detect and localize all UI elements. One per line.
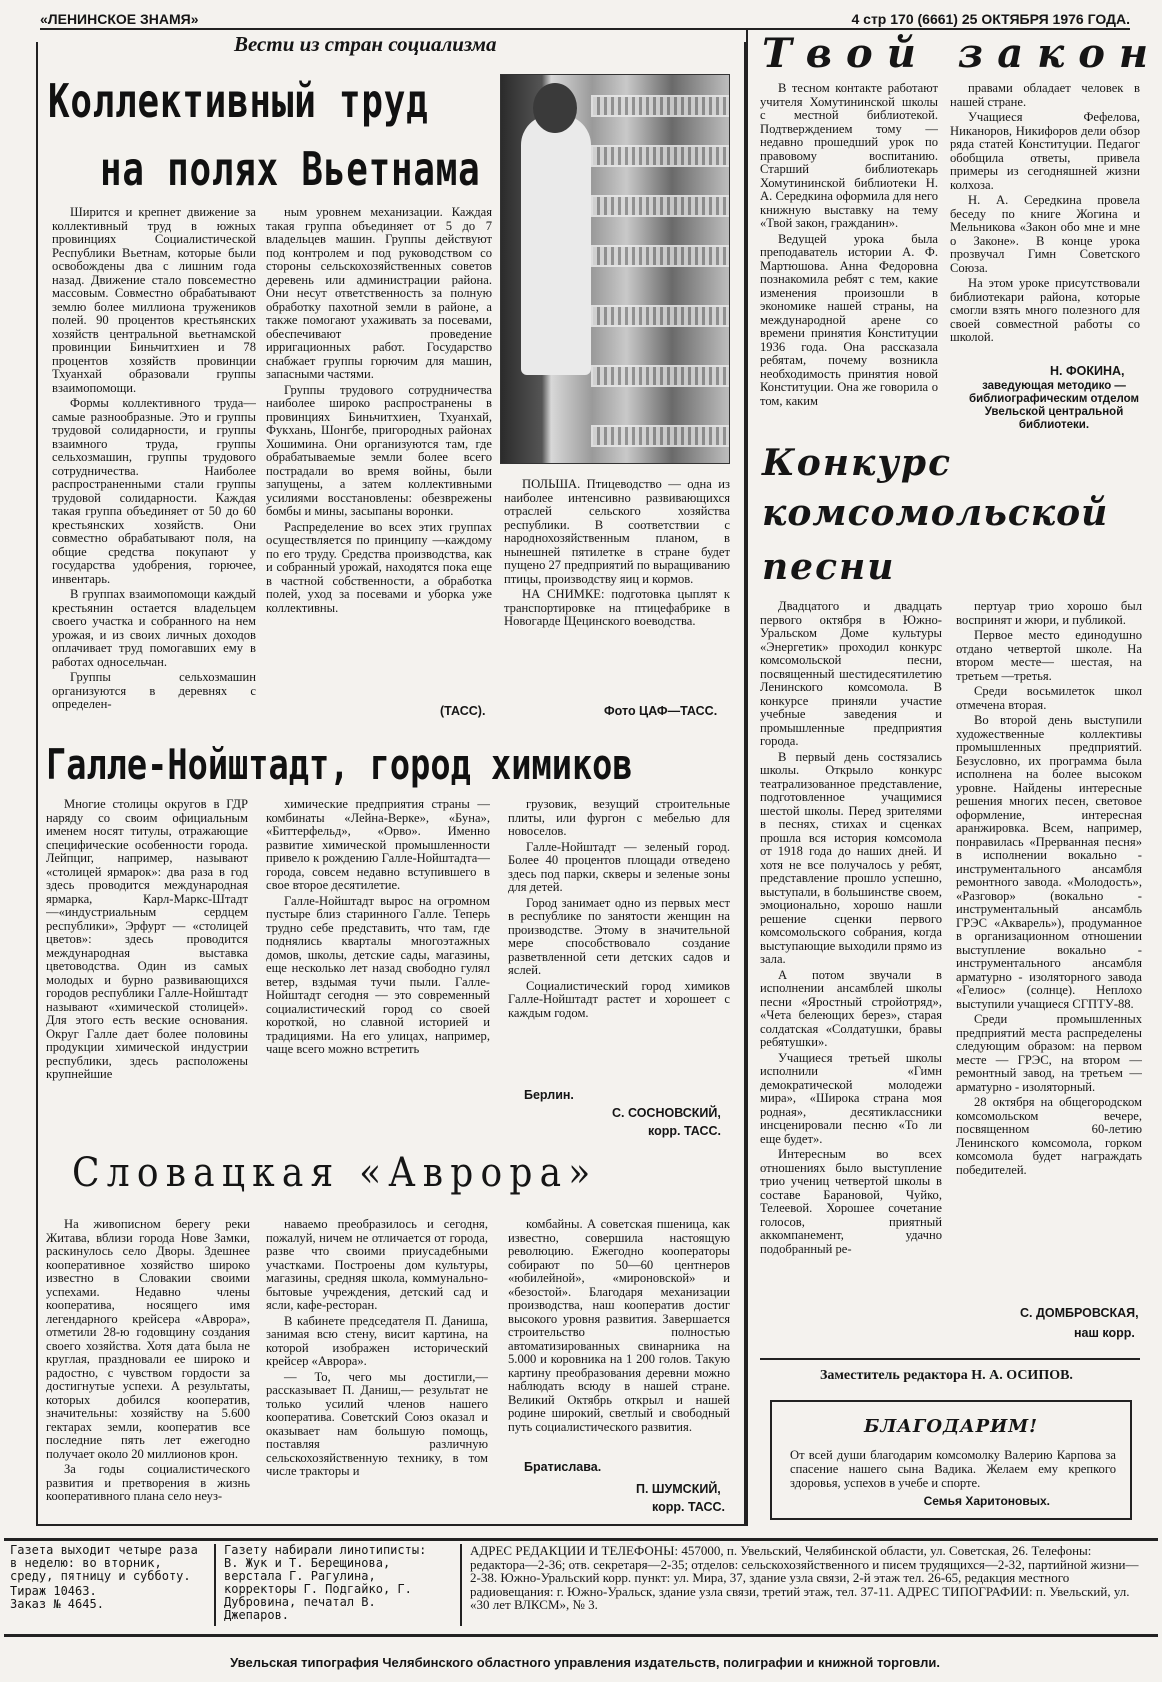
paragraph: В первый день состязались школы. Открыло конкурс театрализованное представление, подготовленное учащимися шестой школы. Перед зрителями в песнях, стихах и сценках прошла вся история комсомола от 1918 года до наших дней. И хотя не все получалось у ребят, представление прошло успешно, выступали, в большинстве своем, эмоционально, хорошо нашли решение сценки первого комсомольского собрания, когда выступающие выходили прямо из зала. <box>760 749 942 966</box>
article5-col1 <box>760 600 942 1340</box>
footer-divider <box>214 1544 216 1626</box>
paragraph: Галле-Нойштадт — зеленый город. Более 40 процентов площади отведено здесь под парки, скверы и зеленые зоны для детей. <box>508 839 730 894</box>
article3-author: П. ШУМСКИЙ, <box>636 1482 721 1496</box>
article5-col2 <box>956 600 1142 1300</box>
article1-source: (ТАСС). <box>440 704 486 718</box>
paragraph: Ведущей урока была преподаватель истории А. Ф. Мартюшова. Анна Федоровна познакомила ребят с тем, какие изменения произошли в экономике нашей страны, на международной арене со времени принятия Конституции 1936 года. Она рассказала ребятам, почему возникла необходимость принятия новой Конституции. Она же говорила о том, каким <box>760 231 938 408</box>
paragraph: Галле-Нойштадт вырос на огромном пустыре близ старинного Галле. Теперь трудно себе представить, что там, где поднялись кварталы многоэтажных домов, школы, детские сады, магазины, еще несколько лет назад свободно гулял ветер, вздымая тучи пыли. Галле-Нойштадт сегодня — это современный социалистический город со своей короткой, но славной историей и традициями. На его улицах, например, чаще всего можно встретить <box>266 893 490 1056</box>
schedule-text: Газета выходит четыре раза в неделю: во вторник, среду, пятницу и субботу. <box>10 1543 198 1583</box>
article2-col3 <box>508 798 730 1080</box>
footer-address <box>470 1544 1140 1620</box>
paragraph: грузовик, везущий строительные плиты, или фургон с мебелью для новоселов. <box>508 798 730 838</box>
photo-caption <box>504 478 730 700</box>
article3-col3 <box>508 1218 730 1456</box>
article5-title-line2: комсомольской <box>762 492 1109 534</box>
paragraph: Группы сельхозмашин организуются в деревнях с определен- <box>52 670 256 711</box>
paragraph: Н. А. Середкина провела беседу по книге Жогина и Мельникова «Закон обо мне и мне о Законе». В конце урока прозвучал Гимн Советского Союза. <box>950 193 1140 275</box>
paragraph: Многие столицы округов в ГДР наряду со своим официальным именем носят титулы, отражающие специфические особенности города. Лейпциг, например, называют «столицей ярмарок»: два раза в год здесь проводится международная ярмарка, Карл-Маркс-Штадт —«индустриальным сердцем республики», Эрфурт — «столицей цветов»: здесь проводится международная выставка цветоводства. Один из самых молодых и бурно развивающихся городов республики Галле-Нойштадт называют «химической столицей». Для этого есть веские основания. Округ Галле дает более половины продукции химической индустрии республики, здесь расположены крупнейшие <box>46 798 248 1081</box>
thanks-sign: Семья Харитоновых. <box>923 1494 1050 1508</box>
paragraph: Формы коллективного труда— самые разнообразные. Это и группы трудовой солидарности, и группы взаимного труда, группы сельхозмашин, группы трудового сотрудничества. Наиболее распространенными стали группы трудовой солидарности. Каждая такая группа объединяет от 50 до 60 крестьянских хозяйств. Они совместно обрабатывают поля, на общие средства покупают у государства удобрения, горючее, инвентарь. <box>52 396 256 586</box>
staff-text: Газету набирали линотиписты: В. Жук и Т. Берещинова, верстала Г. Рагулина, корректоры Г. Подгайко, Г. Дубровина, печатал В. Джепаров. <box>224 1543 427 1622</box>
paragraph: Распределение во всех этих группах осуществляется по принципу —каждому по его труду. Средства производства, как и собранный урожай, находятся пока еще в частной собственности, а обработка полей, уход за посевами и уборка уже коллективны. <box>266 519 492 615</box>
paragraph: Учащиеся Фефелова, Никаноров, Никифоров дели обзор ряда статей Конституции. Педагог обобщила ответы, привела примеры из сегодняшней жизни колхоза. <box>950 110 1140 192</box>
paragraph: наваемо преобразилось и сегодня, пожалуй, ничем не отличается от города, разве что своими приусадебными участками. Построены дом культуры, магазины, средняя школа, коммунально-бытовые учреждения, детский сад и ясли, кафе-ресторан. <box>266 1218 488 1312</box>
article1-title-line1: Коллективный труд <box>48 74 429 128</box>
paragraph: химические предприятия страны —комбинаты «Лейна-Верке», «Буна», «Биттерфельд», «Орво». Именно развитие химической промышленности привело к рождению Галле-Нойштадта— города, совсем недавно вступившего в свое второе десятилетие. <box>266 798 490 892</box>
paragraph: ным уровнем механизации. Каждая такая группа объединяет от 5 до 7 владельцев машин. Группы действуют под контролем и под руководством со стороны сельскохозяйственных советов деревень или администрации района. Они несут ответственность за полную обработку пахотной земли в районе, а также помогают ухаживать за посевами, обеспечивают проведение ирригационных работ. Государство снабжает группы горючим для машин, запасными частями. <box>266 206 492 381</box>
thanks-title: БЛАГОДАРИМ! <box>863 1416 1039 1437</box>
article3-col1 <box>46 1218 250 1518</box>
article4-col2 <box>950 82 1140 364</box>
paragraph: 28 октября на общегородском комсомольском вечере, посвященном 60-летию Ленинского комсомола, горком комсомола будет награждать победителей. <box>956 1095 1142 1177</box>
article4-col1 <box>760 82 938 432</box>
article2-title: Галле-Нойштадт, город химиков <box>46 740 633 789</box>
article2-author-role: корр. ТАСС. <box>648 1124 722 1138</box>
article3-author-role: корр. ТАСС. <box>652 1500 726 1514</box>
address-text: АДРЕС РЕДАКЦИИ И ТЕЛЕФОНЫ: 457000, п. Увельский, Челябинской области, ул. Советская, 26. Телефоны: редактора—2-36; отв. секретаря—2-35; отделов: сельскохозяйственного и писем трудящихся—2-32, партийной жизни—2-38. Южно-Уральский корр. пункт: ул. Мира, 37, здание узла связи, 2-й этаж тел. 26-65, редакция местного радиовещания: г. Южно-Уральск, здание узла связи, третий этаж, тел. 37-11. АДРЕС ТИПОГРАФИИ: п. Увельский, ул. «30 лет ВЛКСМ», № 3. <box>470 1543 1139 1612</box>
article2-col1 <box>46 798 248 1144</box>
article5-title-line1: Конкурс <box>762 442 952 484</box>
rule <box>760 1358 1140 1360</box>
paragraph: Двадцатого и двадцать первого октября в Южно-Уральском Доме культуры «Энергетик» проходил конкурс комсомольской песни, посвященный шестидесятилетию Ленинского комсомола. В конкурсе приняли участие учебные заведения и промышленные предприятия города. <box>760 600 942 748</box>
thanks-notice <box>770 1400 1132 1520</box>
article1-col2 <box>266 206 492 702</box>
footer-divider <box>460 1544 462 1626</box>
article3-place: Братислава. <box>524 1460 602 1474</box>
paragraph: Во второй день выступили художественные коллективы промышленных предприятий. Безусловно, их программа была исполнена на более высоком уровне. Найдены интересные решения многих песен, световое оформление, интересная аранжировка. Всем, например, понравилась «Прерванная песня» в исполнении вокально - инструментального ансамбля ремонтного завода. «Молодость», «Разговор» (вокально - инструментальный ансамбль ГРЭС «Акварель»), продуманное в организационном отношении выступление вокально - инструментального ансамбля арматурно - изоляторного завода «Гелиос» (солнце). Неплохо выступили учащиеся СГПТУ-88. <box>956 713 1142 1011</box>
masthead <box>40 8 1130 30</box>
newspaper-name: «ЛЕНИНСКОЕ ЗНАМЯ» <box>40 11 199 27</box>
paragraph: комбайны. А советская пшеница, как известно, совершила настоящую революцию. Ежегодно кооператоры собирают по 50—60 центнеров «юбилейной», «мироновской» и «безостой». Благодаря механизации производства, наш кооператив достиг высокого уровня развития. Завершается строительство полностью автоматизированных свинарника на 5.000 и коровника на 1 200 голов. Такую картину преобразования деревни можно наблюдать всюду в нашей стране. Великий Октябрь открыл и нашей родине широкий, светлый и свободный путь социалистического развития. <box>508 1218 730 1434</box>
article5-author: С. ДОМБРОВСКАЯ, <box>1020 1306 1139 1320</box>
paragraph: — То, чего мы достигли,—рассказывает П. Даниш,— результат не только усилий членов нашего кооператива. Советский Союз оказал и оказывает нам большую помощь, поставляя различную сельскохозяйственную технику, в том числе тракторы и <box>266 1369 488 1478</box>
article3-col2 <box>266 1218 488 1518</box>
paragraph: Группы трудового сотрудничества наиболее широко распространены в провинциях Биньчитхиен, Тхуанхай, Фукхань, Шонгбе, пригородных районах Хошимина. Они организуются там, где обрабатываемые земли более всего пострадали во время войны, были запущены, а затем коллективными усилиями восстановлены: обезврежены бомбы и мины, засыпаны воронки. <box>266 382 492 518</box>
section-rubric: Вести из стран социализма <box>228 32 503 57</box>
paragraph: На живописном берегу реки Житава, вблизи города Нове Замки, раскинулось село Дворы. Здешнее кооперативное хозяйство широко известно в Словакии своими успехами. Недавно члены кооператива, носящего имя легендарного крейсера «Аврора», отметили 28-ю годовщину создания своего хозяйства. Хотя дата была не круглая, праздновали ее широко и радостно, с чувством гордости за достигнутые успехи. А результаты, которых добился кооператив, значительны: хозяйству на 5.600 гектарах земли, кооператив все последние пять лет ежегодно получает около 20 миллионов крон. <box>46 1218 250 1461</box>
article2-author: С. СОСНОВСКИЙ, <box>612 1106 721 1120</box>
poultry-farm-photo <box>500 74 730 464</box>
paragraph: За годы социалистического развития и претворения в жизнь кооперативного плана село неуз- <box>46 1462 250 1503</box>
article5-author-role: наш корр. <box>1074 1326 1135 1340</box>
paragraph: правами обладает человек в нашей стране. <box>950 82 1140 109</box>
printer-line: Увельская типография Челябинского областного управления издательств, полиграфии и книжной торговли. <box>230 1655 940 1670</box>
paragraph: Город занимает одно из первых мест в республике по занятости женщин на производстве. Этому в значительной мере способствовало создание разветвленной сети детских садов и яслей. <box>508 895 730 977</box>
article2-place: Берлин. <box>524 1088 574 1102</box>
paragraph: Интересным во всех отношениях было выступление трио учениц четвертой школы в составе Барановой, Чуйко, Телеевой. Хорошее сочетание голосов, приятный аккомпанемент, удачно подобранный ре- <box>760 1147 942 1256</box>
circulation: Тираж 10463. <box>10 1584 97 1598</box>
paragraph: А потом звучали в исполнении ансамблей школы песни «Яростный стройотряд», «Чета белеющих берез», старая солдатская «Солдатушки, бравы ребятушки». <box>760 967 942 1049</box>
article4-title: Твой закон <box>762 30 1162 77</box>
paragraph: В кабинете председателя П. Даниша, занимая всю стену, висит картина, на которой изображен исторический крейсер «Аврора». <box>266 1313 488 1368</box>
article5-title-line3: песни <box>762 546 896 588</box>
thanks-text: От всей души благодарим комсомолку Валерию Карпова за спасение нашего сына Вадика. Желаем ему крепкого здоровья, успехов в учебе и спорте. <box>790 1448 1116 1490</box>
photo-credit: Фото ЦАФ—ТАСС. <box>604 704 718 718</box>
paragraph: Социалистический город химиков Галле-Нойштадт растет и хорошеет с каждым годом. <box>508 978 730 1020</box>
article1-col1 <box>52 206 256 722</box>
footer-staff <box>224 1544 436 1620</box>
order-number: Заказ № 4645. <box>10 1597 104 1611</box>
paragraph: Учащиеся третьей школы исполнили «Гимн демократической молодежи мира», «Широка страна моя родная», десятиклассники инсценировали песню «То ли еще будет». <box>760 1050 942 1146</box>
paragraph: Первое место единодушно отдано четвертой школе. На втором месте— шестая, на третьем —третья. <box>956 628 1142 683</box>
paragraph: В тесном контакте работают учителя Хомутининской школы с местной библиотекой. Подтверждением тому — недавно прошедший урок по правовому воспитанию. Старший библиотекарь Хомутининской библиотеки Н. А. Середкина оформила для него книжную выставку на тему «Твой закон, гражданин». <box>760 82 938 230</box>
footer-schedule <box>10 1544 210 1620</box>
issue-info: 4 стр 170 (6661) 25 ОКТЯБРЯ 1976 ГОДА. <box>851 11 1130 27</box>
article3-title: Словацкая «Аврора» <box>72 1150 598 1196</box>
article4-author: Н. ФОКИНА, <box>1050 364 1125 378</box>
paragraph: Среди восьмилеток школ отмечена вторая. <box>956 684 1142 712</box>
paragraph: На этом уроке присутствовали библиотекари района, которые смогли взять много полезного для своей совместной работы со школой. <box>950 276 1140 344</box>
paragraph: Среди промышленных предприятий места распределены следующим образом: на первом месте — ГРЭС, на втором — ремонтный завод, на третьем — арматурно - изоляторный. <box>956 1012 1142 1094</box>
footer-rule-bottom <box>4 1634 1158 1637</box>
article1-title-line2: на полях Вьетнама <box>100 142 481 196</box>
paragraph: ПОЛЬША. Птицеводство — одна из наиболее интенсивно развивающихся отраслей сельского хозяйства республики. В соответствии с народнохозяйственным планом, в нынешней пятилетке в стране будет пущено 27 предприятий по выращиванию птицы, производству яиц и кормов. <box>504 478 730 586</box>
column-divider <box>746 28 748 1526</box>
paragraph: Ширится и крепнет движение за коллективный труд в южных провинциях Социалистической Республики Вьетнам, которые были освобождены два с лишним года назад. Движение стало повсеместно массовым. Совместно обрабатывают землю более миллиона тружеников полей. 90 процентов крестьянских хозяйств центральной вьетнамской провинции Биньчитхиен и 78 процентов хозяйств провинции Тхуанхай образовали группы взаимопомощи. <box>52 206 256 395</box>
paragraph: пертуар трио хорошо был воспринят и жюри, и публикой. <box>956 600 1142 627</box>
article2-col2 <box>266 798 490 1144</box>
paragraph: В группах взаимопомощи каждый крестьянин остается владельцем своего участка и собранного на нем урожая, и из своих личных доходов оплачивает труд помогавших ему в работах односельчан. <box>52 587 256 669</box>
paragraph: НА СНИМКЕ: подготовка цыплят к транспортировке на птицефабрике в Новогарде Щецинского воеводства. <box>504 587 730 628</box>
article4-author-role: заведующая методико — библиографическим отделом Увельской центральной библиотеки. <box>968 380 1140 431</box>
footer-rule-top <box>4 1538 1158 1541</box>
deputy-editor: Заместитель редактора Н. А. ОСИПОВ. <box>820 1368 1073 1383</box>
